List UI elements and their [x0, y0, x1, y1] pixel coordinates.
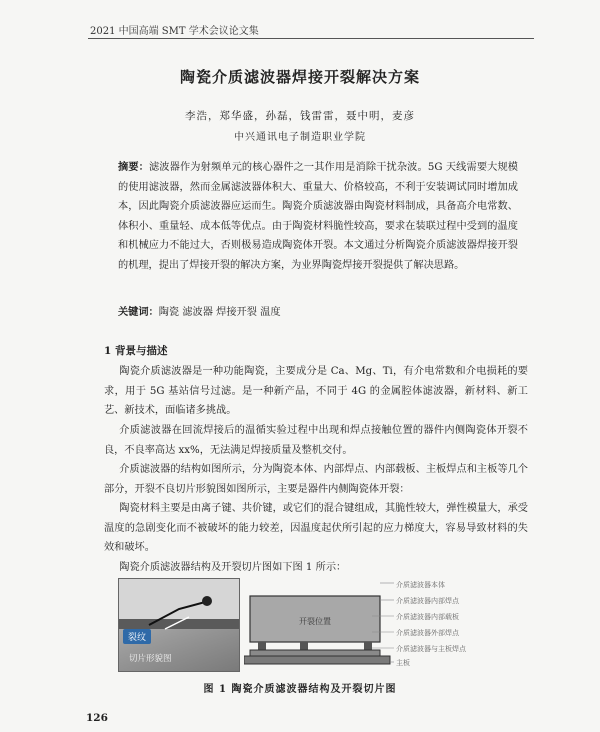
abstract	[118, 158, 518, 276]
abstract-label: 摘要：	[118, 161, 149, 173]
author-list: 李浩，郑华盛，孙磊，钱雷雷，聂中明，麦彦	[185, 110, 415, 122]
annotation-label: 介质滤波器与主板焊点	[396, 645, 466, 653]
annotation-label: 介质滤波器内部载板	[396, 613, 459, 621]
cross-section-photo	[118, 578, 240, 672]
annotation-label: 介质滤波器内部焊点	[396, 597, 459, 605]
paper-title: 陶瓷介质滤波器焊接开裂解决方案	[179, 68, 420, 86]
filter-structure-graphic	[244, 578, 394, 670]
annotation-label: 介质滤波器本体	[396, 581, 445, 589]
affiliation: 中兴通讯电子制造职业学院	[234, 132, 366, 143]
header-divider	[88, 38, 534, 39]
page-number: 126	[86, 712, 108, 724]
body-paragraph: 介质滤波器在回流焊接后的温循实验过程中出现和焊点接触位置的器件内侧陶瓷体开裂不良，不良率高达 xx%，无法满足焊接质量及整机交付。	[104, 425, 528, 456]
figure-1	[118, 578, 518, 670]
annotation-label: 主板	[396, 659, 410, 667]
running-header: 2021 中国高端 SMT 学术会议论文集	[90, 26, 259, 37]
body-paragraph: 陶瓷介质滤波器结构及开裂切片图如下图 1 所示：	[119, 562, 347, 573]
abstract-text: 滤波器作为射频单元的核心器件之一其作用是消除干扰杂波。5G 天线需要大规模的使用滤波器，然而金属滤波器体积大、重量大、价格较高，不利于安装调试同时增加成本，因此陶瓷介质滤波器应运而生。陶瓷介质滤波器由陶瓷材料制成，具备高介电常数、体积小、重量轻、成本低等优点。由于陶瓷材料脆性较高，要求在装联过程中受到的温度和机械应力不能过大，否则极易造成陶瓷体开裂。本文通过分析陶瓷介质滤波器焊接开裂的机理，提出了焊接开裂的解决方案，为业界陶瓷焊接开裂提供了解决思路。	[118, 162, 518, 271]
structure-diagram	[244, 578, 518, 670]
keywords-label: 关键词：	[118, 306, 159, 318]
crack-label: 裂纹	[123, 629, 151, 644]
keywords	[118, 303, 281, 318]
body-paragraph: 介质滤波器的结构如图所示，分为陶瓷本体、内部焊点、内部载板、主板焊点和主板等几个部分，开裂不良切片形貌图如图所示，主要是器件内侧陶瓷体开裂：	[104, 464, 528, 495]
figure-caption: 图 1 陶瓷介质滤波器结构及开裂切片图	[203, 684, 397, 695]
body-paragraph: 陶瓷介质滤波器是一种功能陶瓷，主要成分是 Ca、Mg、Ti，有介电常数和介电损耗的要求，用于 5G 基站信号过滤。是一种新产品，不同于 4G 的金属腔体滤波器，新材料、新工艺、新技术，面临诸多挑战。	[104, 366, 528, 417]
photo-caption: 切片形貌图	[129, 654, 172, 664]
annotation-label: 介质滤波器外部焊点	[396, 629, 459, 637]
keywords-text: 陶瓷 滤波器 焊接开裂 温度	[158, 307, 281, 318]
cut-position-label: 开裂位置	[299, 617, 331, 626]
body-paragraph: 陶瓷材料主要是由离子键、共价键，或它们的混合键组成，其脆性较大，弹性模量大，承受温度的急剧变化而不被破坏的能力较差，因温度起伏所引起的应力梯度大，容易导致材料的失效和破坏。	[104, 503, 528, 554]
section-heading: 1 背景与描述	[104, 345, 168, 357]
